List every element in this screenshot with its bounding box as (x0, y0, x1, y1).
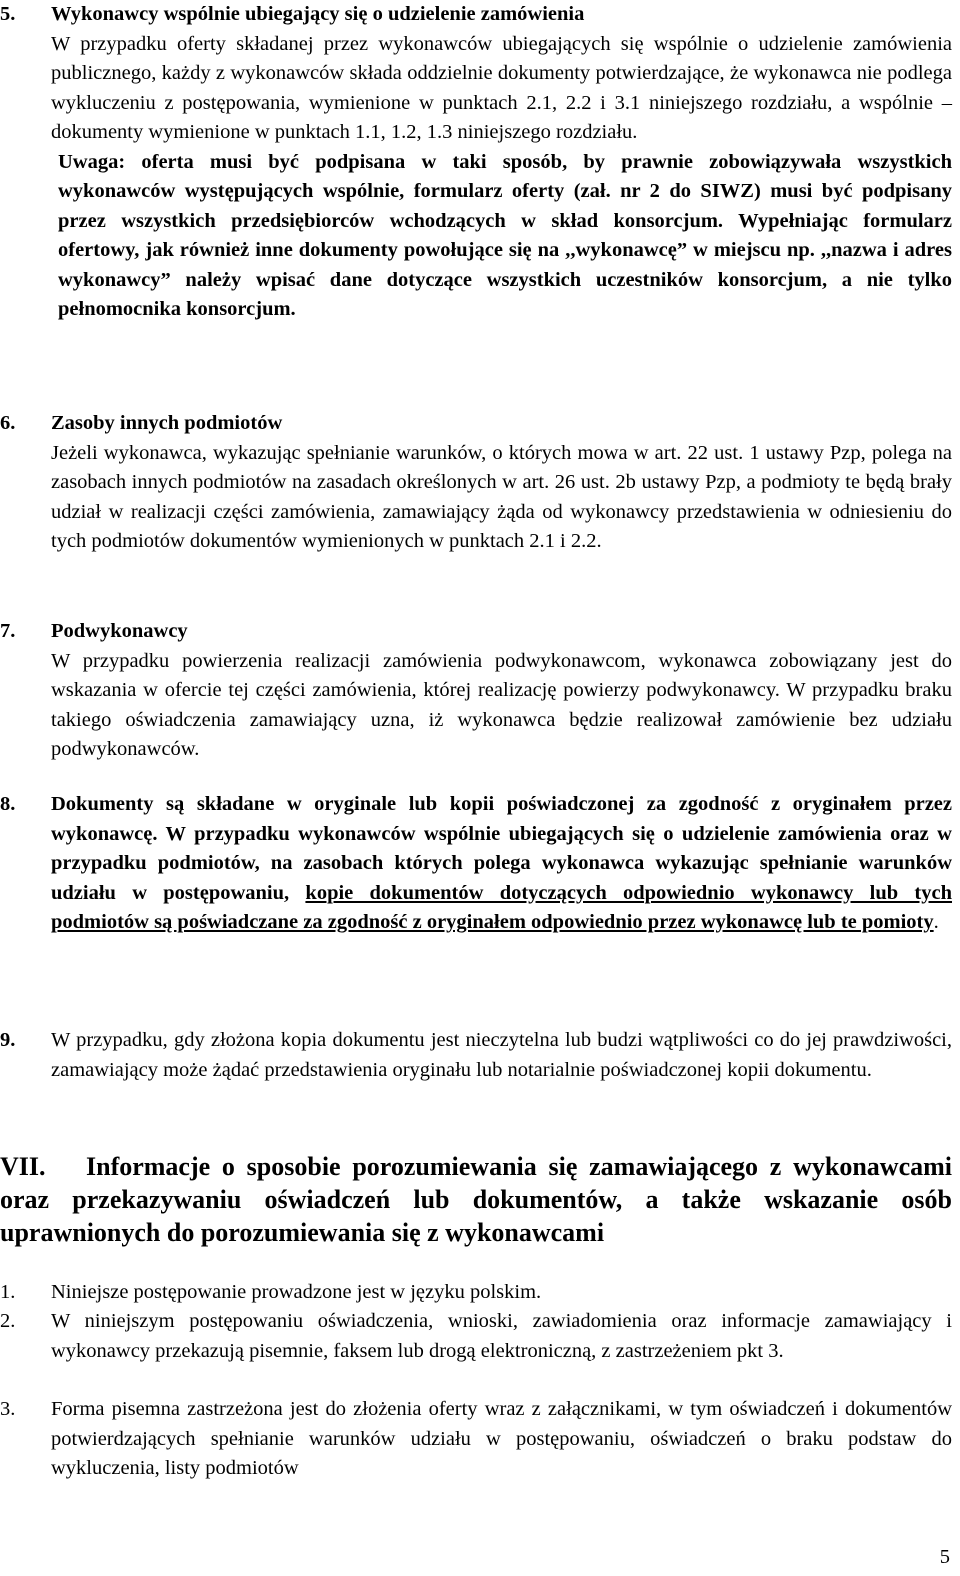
page-number: 5 (939, 1546, 950, 1568)
chapter-item-3 (0, 1395, 952, 1484)
section-6 (0, 409, 952, 557)
section-number: 8. (0, 793, 16, 815)
item-number: 3. (0, 1398, 16, 1420)
section-number: 9. (0, 1029, 16, 1051)
section-title: Zasoby innych podmiotów (51, 412, 283, 434)
section-5 (0, 0, 952, 325)
section-9 (0, 1026, 952, 1085)
chapter-item-1 (0, 1278, 952, 1308)
section-7 (0, 617, 952, 765)
chapter-item-2 (0, 1307, 952, 1366)
chapter-title: Informacje o sposobie porozumiewania się zamawiającego z wykonawcami oraz przekazywaniu oświadczeń lub dokumentów, a także wskazanie osób uprawnionych do porozumiewania się z wykonawcami (0, 1152, 952, 1247)
section-text: W przypadku powierzenia realizacji zamówienia podwykonawcom, wykonawca zobowiązany jest do wskazania w ofercie tej części zamówienia, której realizację powierzy podwykonawcy. W przypadku braku takiego oświadczenia zamawiający uzna, iż wykonawca będzie realizował zamówienie bez udziału podwykonawców. (51, 649, 952, 760)
section-number: 7. (0, 620, 16, 642)
item-text: W niniejszym postępowaniu oświadczenia, wnioski, zawiadomienia oraz informacje zamawiający i wykonawcy przekazują pisemnie, faksem lub drogą elektroniczną, z zastrzeżeniem pkt 3. (51, 1310, 952, 1362)
section-title: Podwykonawcy (51, 620, 188, 642)
section-number: 6. (0, 412, 16, 434)
item-number: 2. (0, 1310, 16, 1332)
item-text: Forma pisemna zastrzeżona jest do złożenia oferty wraz z załącznikami, w tym oświadczeń i dokumentów potwierdzających spełnianie warunków udziału w postępowaniu, oświadczeń o braku podstaw do wykluczenia, listy podmiotów (51, 1398, 952, 1479)
section-text: Jeżeli wykonawca, wykazując spełnianie warunków, o których mowa w art. 22 ust. 1 ustawy Pzp, polega na zasobach innych podmiotów na zasadach określonych w art. 26 ust. 2b ustawy Pzp, a podmioty te będą brały udział w realizacji części zamówienia, zamawiający żąda od wykonawcy przedstawienia w odniesieniu do tych podmiotów dokumentów wymienionych w punktach 2.1 i 2.2. (51, 441, 952, 552)
section-text-underlined: kopie dokumentów dotyczących odpowiednio wykonawcy lub tych podmiotów są poświadczane za zgodność z oryginałem odpowiednio przez wykonawcę lub te pomioty (51, 881, 952, 933)
section-text: W przypadku, gdy złożona kopia dokumentu jest nieczytelna lub budzi wątpliwości co do jej prawdziwości, zamawiający może żądać przedstawienia oryginału lub notarialnie poświadczonej kopii dokumentu. (51, 1029, 952, 1081)
section-number: 5. (0, 3, 16, 25)
note-paragraph: Uwaga: oferta musi być podpisana w taki sposób, by prawnie zobowiązywała wszystkich wykonawców występujących wspólnie, formularz oferty (zał. nr 2 do SIWZ) musi być podpisany przez wszystkich przedsiębiorców wchodzących w skład konsorcjum. Wypełniając formularz ofertowy, jak również inne dokumenty powołujące się na ,,wykonawcę” w miejscu np. ,,nazwa i adres wykonawcy” należy wpisać dane dotyczące wszystkich uczestników konsorcjum, a nie tylko pełnomocnika konsorcjum. (58, 150, 952, 320)
section-8 (0, 790, 952, 938)
section-title: Wykonawcy wspólnie ubiegający się o udzielenie zamówienia (51, 3, 585, 25)
section-text: W przypadku oferty składanej przez wykonawców ubiegających się wspólnie o udzielenie zamówienia publicznego, każdy z wykonawców składa oddzielnie dokumenty potwierdzające, że wykonawca nie podlega wykluczeniu z postępowania, wymienione w punktach 2.1, 2.2 i 3.1 niniejszego rozdziału, a wspólnie – dokumenty wymienione w punktach 1.1, 1.2, 1.3 niniejszego rozdziału. (51, 32, 952, 143)
chapter-number: VII. (0, 1152, 46, 1181)
section-text-bold: Dokumenty są składane w oryginale lub kopii poświadczonej za zgodność z oryginałem przez wykonawcę. W przypadku wykonawców wspólnie ubiegających się o udzielenie zamówienia oraz w przypadku podmiotów, na zasobach których polega wykonawca wykazując spełnianie warunków udziału w postępowaniu, (51, 793, 952, 904)
section-text-end: . (933, 911, 939, 933)
item-text: Niniejsze postępowanie prowadzone jest w języku polskim. (51, 1281, 542, 1303)
item-number: 1. (0, 1281, 16, 1303)
chapter-heading (0, 1150, 952, 1249)
